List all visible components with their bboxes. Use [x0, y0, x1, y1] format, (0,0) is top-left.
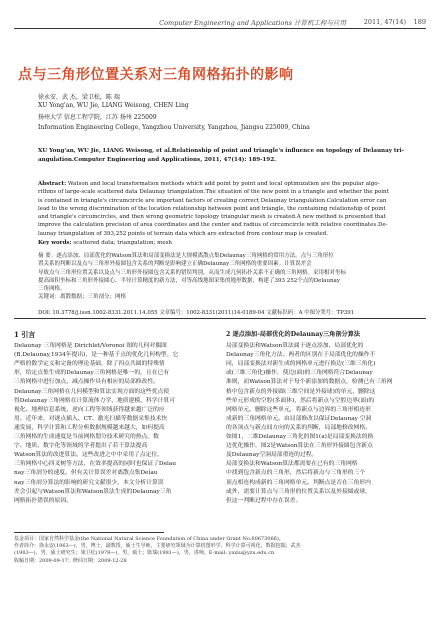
abstract-en	[38, 180, 418, 247]
text-line: 网格拓扑错误的原因。	[14, 497, 72, 504]
text-line: 三角网格中进行加点、减点操作具有相应的局部修改性。	[14, 379, 159, 386]
affiliation-en: Information Engineering College, Yangzhou University, Yangzhou, Jiangsu 225009, China	[38, 124, 310, 131]
text-line: 网格单元，删除这些单元，将新点与边界的三角形相连形	[226, 406, 371, 413]
abstract-line: Abstract: Watson and local transformation methods which add point by point and local optimization are the popular algo-	[38, 181, 380, 187]
citation-line: angulation.Computer Engineering and Applications, 2011, 47(14): 189-192.	[38, 156, 277, 163]
cn-abstract-line: 导致点与三角形位置关系以及点与三角形外接圆包含关系的错误判别，从而生成几何拓扑关系不正确的三角网格。采用相对坐标	[38, 269, 347, 276]
journal-name: Computer Engineering and Applications 计算机工程与应用	[159, 19, 346, 27]
text-line: 的各顶点与新点间方向的关系的判断，局部地修改网格。	[226, 424, 371, 431]
footnote-rule	[14, 532, 164, 533]
text-line: 或(三维三角化)操作，使边(面)的三角网格符合Delaunay	[226, 370, 373, 377]
section-2-title: 2 逐点添加-局部优化的Delaunay三角剖分算法	[226, 331, 361, 338]
abstract-line: improve the calculation precision of area coordinates and the center and radius of circumcircle with relative coordinates.De-	[38, 222, 388, 229]
text-line: 或外，需要计算点与三角形的位置关系以及外接圆或球，	[226, 488, 371, 495]
abstract-line: rithms of large-scale scattered data Delaunay triangulation.The situation of the new point in a triangle and whether the point	[38, 189, 389, 196]
footnote-line: (1983—)，男，硕士研究生；梁卫松(1978—)，男，硕士；陈瑞(1981—)，男，讲师。E-mail: yaxiu@yzu.edu.cn	[14, 550, 275, 557]
abstract-line: lead to the wrong discrimination of the location relationship between point and triangle, the containing relationship of point	[38, 205, 386, 212]
abstract-line: is contained in triangle's circumcircle are important factors of creating correct Delaunay triangulation.Calculation error can	[38, 197, 387, 204]
text-line: 格中包含新点的外接圆(三维空间是外接球)的单元，删除这	[226, 388, 376, 395]
text-line: 及Delaunay空洞局部重连的过程。	[226, 452, 318, 459]
text-line: 形，给定点集生成的Delaunay三角网格是唯一的，且在已有	[14, 370, 170, 377]
footnote-line: 作者简介：徐永安(1963—)，男，博士，副教授，硕士生导师，主要研究领域为计算机图形学、科学计算可视化、数据挖掘；武杰	[14, 543, 301, 550]
text-line: Delaunay 三角网格是 Dirichlet/Voronoi 图的几何对偶图	[14, 343, 167, 350]
text-line: Delaunay三角化方法。两者的区别在于局部优化的操作不	[226, 352, 376, 359]
page-number: 189	[413, 18, 426, 26]
section-1-title: 1 引言	[14, 330, 36, 339]
column-right	[226, 330, 426, 506]
footnote-line: 收稿日期：2009-09-17；修回日期：2009-12-28	[14, 557, 127, 564]
cn-abstract-line: 提高面积坐标和三角形外接圆心、半径计算精度的新方法，对等高线地图采集的地形数据，构建了393 252个点的Delaunay	[38, 277, 340, 284]
text-line: (B.Delaunay,1934年提出)，是一种基于点的优化几何构型。它	[14, 352, 179, 359]
keywords-en: scattered data; triangulation; mesh	[73, 240, 172, 247]
text-line: nay三角剖分算法的影响的研究文献很少，本文分析计算误	[14, 479, 164, 486]
text-line: Delaunay三角网格在几何模型和算法实现方面的这些优点使	[14, 388, 170, 395]
text-line: 用。近年来，对逐点插入、CT、激光扫描等数据采集技术快	[14, 415, 168, 422]
affiliation-cn: 扬州大学 信息工程学院，江苏 扬州 225009	[38, 114, 157, 121]
cn-abstract-line: 三角网格。	[38, 286, 66, 293]
text-line: 些单元形成的空腔(多面体)，然后将新点与空腔边界(面)的	[226, 397, 375, 404]
abstract-line: and triangle's circumcircles, and then wrong geometric topology triangular mesh is created.A new method is presented that	[38, 214, 386, 221]
text-line: 三角网格中心四叉树等方法，在效率提高的同时也保证了Delau	[14, 461, 177, 468]
text-line: 但这一判断过程中存在误差。	[226, 497, 302, 504]
text-line: 局部变换法和Watson算法都需要在已有的三角网格	[226, 461, 358, 468]
text-line: 三角网格的生成速度是当前网格划分技术研究的热点。数	[14, 434, 159, 441]
authors-en: XU Yong'an, WU Jie, LIANG Weisong, CHEN Ling	[38, 102, 189, 109]
citation-line: XU Yong'an, WU Jie, LIANG Weisong, et al.Relationship of point and triangle's influence on topology of Delaunay tri-	[38, 148, 404, 154]
authors-cn: 徐永安，武 杰，梁卫松，陈 瑞	[38, 94, 120, 101]
column-left	[14, 330, 214, 506]
doi-line: DOI: 10.3778/j.issn.1002-8331.2011.14.055 文章编号：1002-8331(2011)14-0189-04 文献标识码：A 中图分类号：TP391	[38, 310, 355, 316]
text-line: 严格的数学定义和完备的理论基础，除了四点共圆的特殊情	[14, 361, 165, 368]
abstract-line: launay triangulation of 393,252 points of terrain data which are extracted from contour map is created.	[38, 230, 329, 237]
text-line: nay三角剖分的速度。但有关计算误差对离散点集Delau	[14, 470, 158, 477]
abstract-cn	[38, 252, 418, 302]
paper-title: 点与三角形位置关系对三角网格拓扑的影响	[18, 67, 294, 83]
text-line: 字、地质、数字化等领域的学者提出了若干算法提高	[14, 443, 148, 450]
issue-info: 2011, 47(14)	[363, 18, 406, 26]
keywords-label: Key words:	[38, 240, 72, 247]
cn-abstract-line: 置关系的判断以及点与三角形外接圆包含关系的判断是影响建立正确Delaunay三角网格的重要因素。计算误差会	[38, 261, 312, 268]
text-line: 如图1，二维Delaunay三角化的图1(a)是局部变换法的换	[226, 434, 374, 441]
footnotes	[14, 536, 426, 565]
text-line: 中找到包含新点的三角形，然后将新点与三角形的三个	[226, 470, 366, 477]
text-line: 成新的三角网格单元。由局部修改以保证Delaunay 空洞	[226, 415, 372, 422]
text-line: 同，局部变换法对新生成的网格单元进行换边(三维三角化)	[226, 361, 376, 368]
text-line: 差会引起与Watson算法和Watson算法生成的Delaunay三角	[14, 488, 172, 495]
keywords-cn: 关键词：离散数据；三角剖分；网格	[38, 294, 127, 301]
text-line: Watson算法的改进算法。这些改进之中中采用了点定位，	[14, 452, 163, 459]
keywords-line	[38, 239, 418, 247]
meta-rule	[14, 318, 426, 319]
text-line: 得Delaunay三角网格在计算流体力学、地质建模、科学计算可	[14, 397, 175, 404]
text-line: 边优化操作，图2是Watson算法在三角形外接圆包含新点	[226, 443, 373, 450]
header-rule	[14, 28, 426, 29]
abstract-label: Abstract:	[38, 181, 67, 187]
text-line: 视化、地理信息系统、逆向工程等领域获得越来越广泛的应	[14, 406, 165, 413]
text-line: 顶点相连构成新的三角网格单元。判断点是否在三角形内	[226, 479, 371, 486]
footnote-line: 基金项目：国家自然科学基金(the National Natural Science Foundation of China under Grant No.60673066)。	[14, 536, 284, 542]
text-line: 局部变换法和Watson算法属于逐点添加、局部优化的	[226, 343, 364, 350]
cn-abstract-line: 摘 要：逐点添加、局部优化的Watson算法和局部变换法是大规模离散点集Delaunay三角网格的常用方法。点与三角形位	[38, 253, 334, 259]
citation	[38, 147, 418, 164]
text-line: 准则，而Watson算法对于每个新添加的数据点，检测已有三角网	[226, 379, 393, 386]
text-line: 速发展，科学计算和工程分析数据规模越来越大，如何提高	[14, 424, 165, 431]
